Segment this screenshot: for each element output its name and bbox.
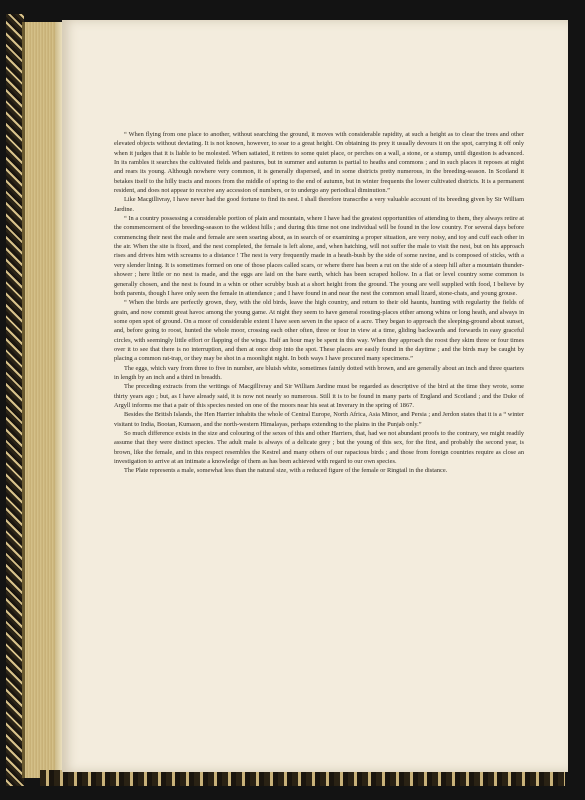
paragraph: Like Macgillivray, I have never had the good fortune to find its nest. I shall therefore transcribe a very valuable account of its breeding given by Sir William Jardine.: [114, 196, 524, 213]
body-text: [114, 130, 524, 476]
paragraph: The Plate represents a male, somewhat less than the natural size, with a reduced figure of the female or Ringtail in the distance.: [124, 467, 448, 475]
paragraph: “ When flying from one place to another, without searching the ground, it moves with considerable rapidity, at such a height as to clear the trees and other elevated objects without deviating. It is not known, however, to soar to a great height. On obtaining its prey it usually devours it on the spot, carrying it off only when it judges that it is liable to be molested. When satiated, it retires to some quiet place, or perches on a wall, a stone, or a stump, until digestion is advanced. In its rambles it searches the cultivated fields and pastures, but in summer and autumn is partial to heaths and commons ; and in such places it reposes at night and rears its young. Although nowhere very common, it is generally dispersed, and in some districts pretty numerous, in the breeding-season. In Scotland it betakes itself to the hilly tracts and moors from the middle of spring to the end of autumn, but in winter frequents the lower cultivated districts. It is a permanent resident, and does not appear to receive any accession of numbers, or to undergo any periodical diminution.”: [114, 131, 524, 195]
paragraph: Besides the British Islands, the Hen Harrier inhabits the whole of Central Europe, North Africa, Asia Minor, and Persia ; and Jerdon states that it is a “ winter visitant to India, Bootan, Kumaon, and the north-western Himalayas, perhaps extending to the plains in the Punjab only.”: [114, 411, 524, 428]
paragraph: “ When the birds are perfectly grown, they, with the old birds, leave the high country, and return to their old haunts, hunting with regularity the fields of grain, and now commit great havoc among the young game. At night they seem to have general roosting-places either among whins or long heath, and always in some open spot of ground. On a moor of considerable extent I have seen seven in the space of a acre. They began to approach the sleeping-ground about sunset, and, before going to roost, hunted the whole moor, crossing each other often, three or four in view at a time, gliding backwards and forwards in easy graceful circles, with seemingly little effort or flapping of the wings. Half an hour may be spent in this way. When they approach the roost they skim three or four times over it to see that there is no interruption, and then at once drop into the spot. These places are easily found in the daytime ; and the birds may be caught by placing a common rat-trap, or they may be shot in a moonlight night. In both ways I have procured many specimens.”: [114, 299, 524, 363]
paragraph: The eggs, which vary from three to five in number, are bluish white, sometimes faintly dotted with brown, and are generally about an inch and three quarters in length by an inch and a third in breadth.: [114, 364, 524, 381]
paragraph: The preceding extracts from the writings of Macgillivray and Sir William Jardine must be regarded as descriptive of the bird at the time they wrote, some thirty years ago ; but, as I have already said, it is now not nearly so numerous. Still it is to be found in many parts of England and Scotland ; and the Duke of Argyll informs me that a pair of this species nested on one of the moors near his seat at Inverary in the spring of 1867.: [114, 383, 524, 409]
paragraph: “ In a country possessing a considerable portion of plain and mountain, where I have had the greatest opportunities of attending to them, they always retire at the commencement of the breeding-season to the wildest hills ; and during this time not one individual will be found in the low country. For several days before commencing their nest the male and female are seen soaring about, as in search of or examining a proper situation, are very noisy, and toy and cuff each other in the air. When the site is fixed, and the nest completed, the female is left alone, and, when hatching, will not suffer the male to visit the nest, but on his approach rises and drives him with screams to a distance ! The nest is very frequently made in a heath-bush by the side of some ravine, and is composed of sticks, with a very slender lining. It is sometimes formed on one of those places called scars, or where there has been a rut on the side of a steep hill after a mountain thunder-shower ; here little or no nest is made, and the eggs are laid on the bare earth, which has been scraped hollow. In a flat or level country some common is generally chosen, and the nest is found in a whin or other scrubby bush at a short height from the ground. The young are well supplied with food, I believe by both parents, though I have only seen the female in attendance ; and I have found in and near the nest the common small lizard, stone-chats, and young grouse.: [114, 215, 524, 297]
bottom-board-edge: [40, 770, 565, 786]
paragraph: So much difference exists in the size and colouring of the sexes of this and other Harriers, that, had we not abundant proofs to the contrary, we might readily assume that they were distinct species. The adult male is always of a delicate grey ; but the young of this sex, for the first, and probably the second year, is brown, like the female, and in this respect resembles the Kestrel and many others of our rapacious birds ; and those from foreign countries require as close an investigation to arrive at an intimate a knowledge of them as has been achieved with regard to our own species.: [114, 430, 524, 466]
book-page: [62, 20, 568, 772]
